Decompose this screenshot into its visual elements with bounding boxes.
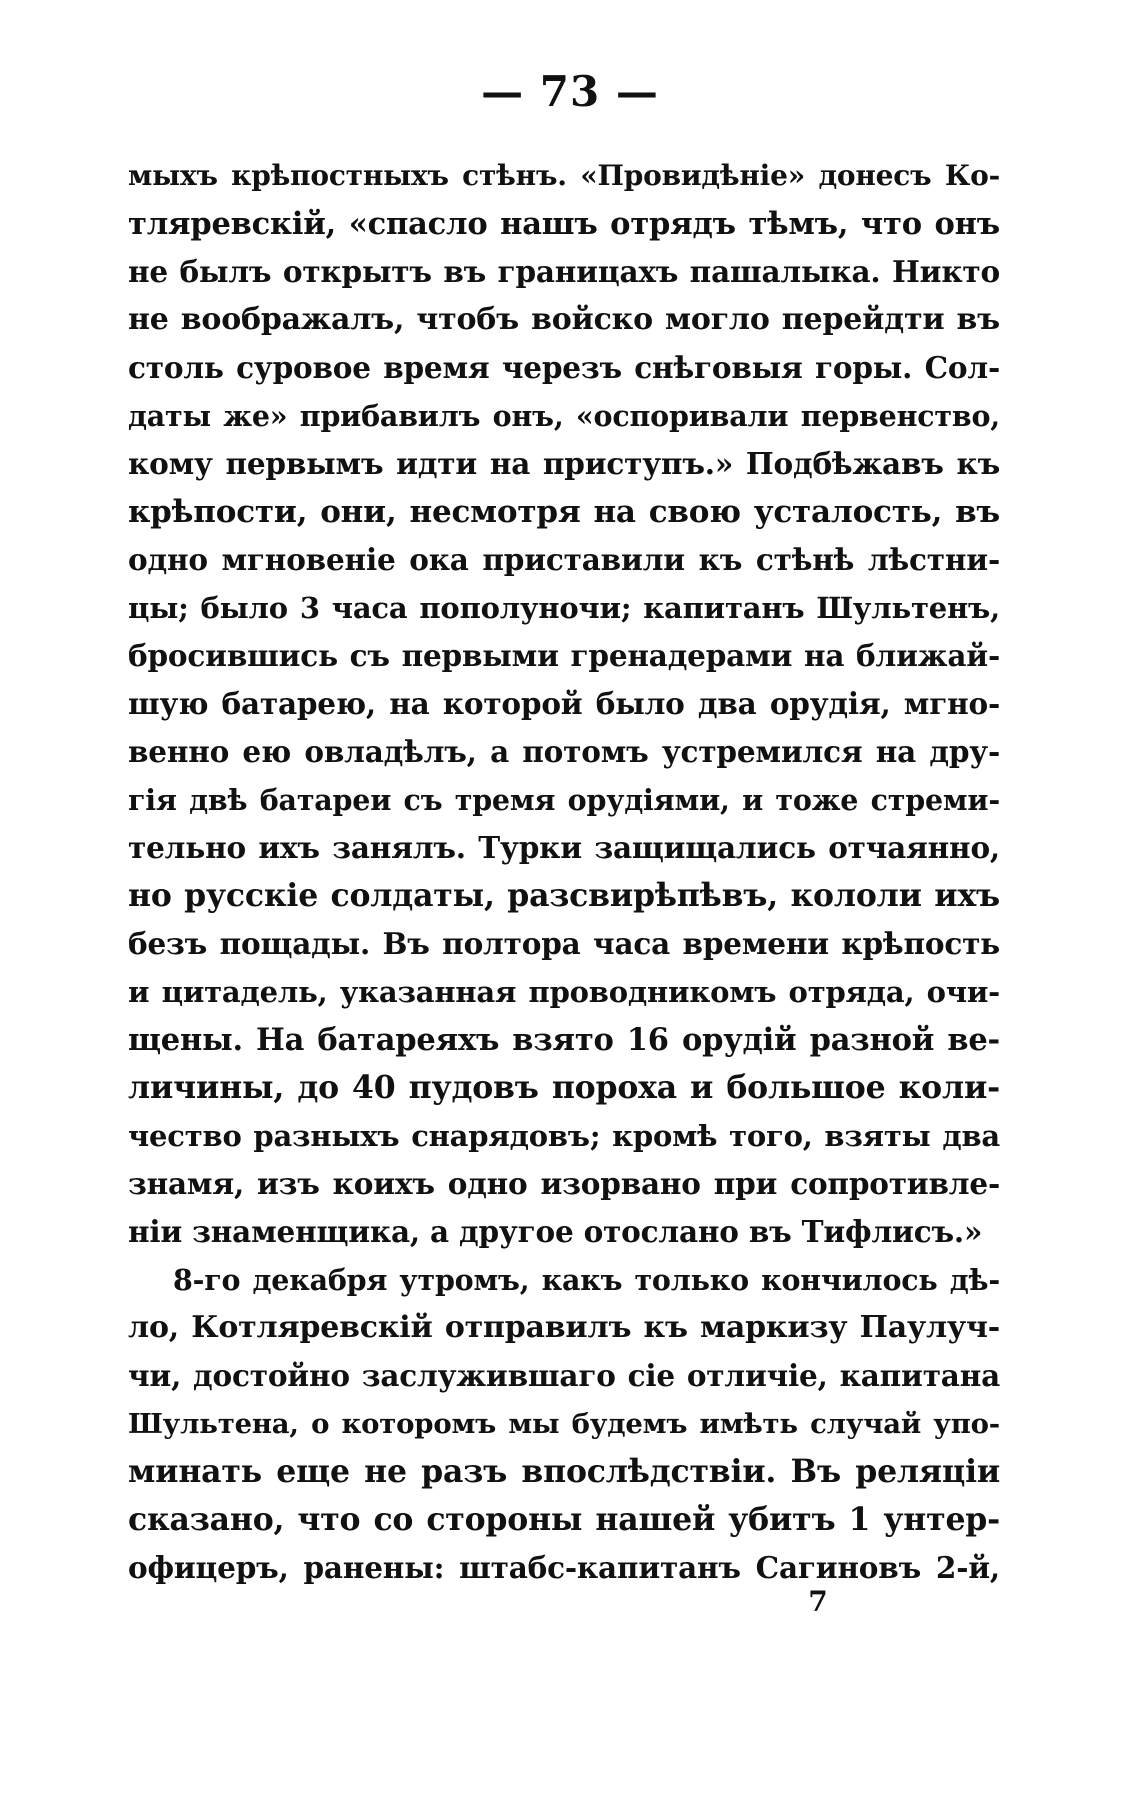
text-line: столь суровое время черезъ снѣговыя горы. Сол- — [128, 350, 1000, 385]
text-line: Шультена, о которомъ мы будемъ имѣть случай упо- — [128, 1408, 1000, 1440]
text-line: тляревскій, «спасло нашъ отрядъ тѣмъ, что онъ — [128, 206, 1000, 242]
text-line: личины, до 40 пудовъ пороха и большое коли- — [128, 1069, 1000, 1106]
text-line: чество разныхъ снарядовъ; кромѣ того, взяты два — [128, 1119, 1000, 1153]
text-line: не былъ открытъ въ границахъ пашалыка. Никто — [128, 254, 1000, 289]
text-line: ло, Котляревскій отправилъ къ маркизу Паулуч- — [128, 1310, 1000, 1345]
text-line: сказано, что со стороны нашей убитъ 1 унтер- — [128, 1501, 1000, 1538]
text-line: чи, достойно заслужившаго сіе отличіе, капитана — [128, 1358, 1000, 1393]
paragraph-first-line: 8-го декабря утромъ, какъ только кончилось дѣ- — [173, 1263, 1000, 1297]
text-line: не воображалъ, чтобъ войско могло перейдти въ — [128, 302, 1000, 337]
text-line: бросившись съ первыми гренадерами на ближай- — [128, 638, 1000, 673]
body-text — [128, 152, 1000, 1592]
text-line: щены. На батареяхъ взято 16 орудій разной ве- — [128, 1022, 1000, 1058]
signature-mark: 7 — [808, 1585, 828, 1618]
page-number: — 73 — — [481, 67, 659, 116]
text-line: даты же» прибавилъ онъ, «оспоривали первенство, — [128, 399, 1000, 433]
text-line: офицеръ, ранены: штабс-капитанъ Сагиновъ 2-й, — [128, 1550, 1000, 1585]
text-line: но русскіе солдаты, разсвирѣпѣвъ, кололи ихъ — [128, 877, 1000, 914]
text-line: шую батарею, на которой было два орудія, мгно- — [128, 686, 1000, 721]
text-line: и цитадель, указанная проводникомъ отряда, очи- — [128, 975, 1000, 1009]
text-line: кому первымъ идти на приступъ.» Подбѣжавъ къ — [128, 446, 1000, 481]
text-line: цы; было 3 часа пополуночи; капитанъ Шультенъ, — [128, 591, 1000, 625]
text-line: крѣпости, они, несмотря на свою усталость, въ — [128, 494, 1000, 530]
text-line: знамя, изъ коихъ одно изорвано при сопротивле- — [128, 1166, 1000, 1201]
text-line: тельно ихъ занялъ. Турки защищались отчаянно, — [128, 830, 1000, 865]
text-line: гія двѣ батареи съ тремя орудіями, и тоже стреми- — [128, 783, 1000, 817]
text-line: венно ею овладѣлъ, а потомъ устремился на дру- — [128, 734, 1000, 769]
text-line: безъ пощады. Въ полтора часа времени крѣпость — [128, 926, 1000, 961]
text-line: одно мгновеніе ока приставили къ стѣнѣ лѣстни- — [128, 542, 1000, 577]
text-line: мыхъ крѣпостныхъ стѣнъ. «Провидѣніе» донесъ Ко- — [128, 159, 1000, 192]
text-line: ніи знаменщика, а другое отослано въ Тифлисъ.» — [128, 1214, 983, 1249]
text-line: минать еще не разъ впослѣдствіи. Въ реляціи — [128, 1453, 1000, 1490]
